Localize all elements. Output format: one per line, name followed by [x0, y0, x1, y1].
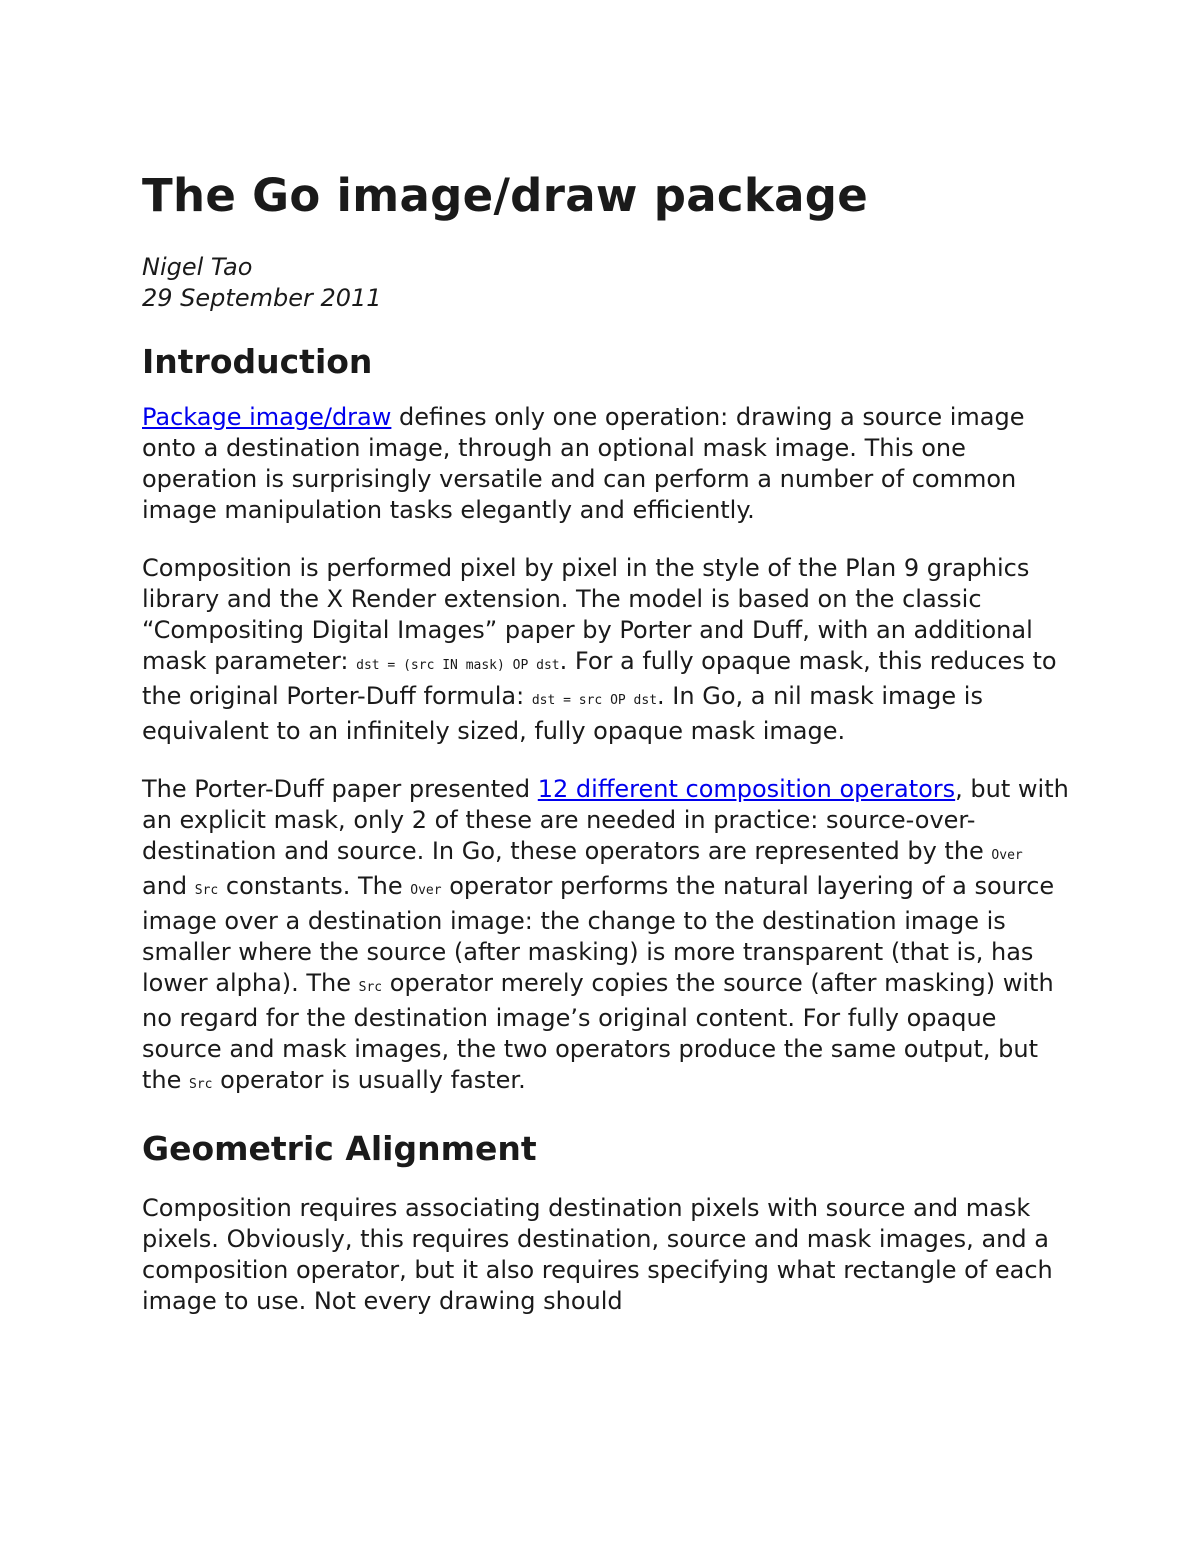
- intro-p3-text-c: and: [142, 872, 195, 900]
- intro-p3-text-e: operator performs the natural layering of a source image over a destination image: the change to the destination image is smaller where the source (after masking) is more transparent (that is, has lower alpha). The: [142, 872, 1055, 997]
- publish-date: 29 September 2011: [142, 284, 382, 312]
- intro-p3-text-b: , but with an explicit mask, only 2 of these are needed in practice: source-over-destination and source. In Go, these operators are represented by the: [142, 775, 1069, 865]
- src-operator-code: Src: [358, 980, 383, 995]
- section-heading-geometric-alignment: Geometric Alignment: [142, 1129, 537, 1168]
- intro-p3-text-f: operator merely copies the source (after masking) with no regard for the destination image’s original content. For fully opaque source and mask images, the two operators produce the same output, but the: [142, 969, 1054, 1094]
- intro-paragraph-3: [142, 774, 1072, 1100]
- package-image-draw-link[interactable]: Package image/draw: [142, 403, 392, 431]
- over-operator-code: Over: [410, 883, 442, 898]
- formula-code-masked: dst = (src IN mask) OP dst: [356, 658, 560, 673]
- intro-p2-text-b: . For a fully opaque mask, this reduces to the original Porter-Duff formula:: [142, 647, 1057, 710]
- composition-operators-link[interactable]: 12 different composition operators: [537, 775, 956, 803]
- over-constant-code: Over: [991, 848, 1023, 863]
- author-name: Nigel Tao: [142, 253, 253, 281]
- document-page: [142, 166, 1072, 1344]
- geometric-paragraph-1: Composition requires associating destination pixels with source and mask pixels. Obviously, this requires destination, source and mask images, and a composition operator, but it also requires specifying what rectangle of each image to use. Not every drawing should: [142, 1194, 1053, 1315]
- intro-p2-text-a: Composition is performed pixel by pixel in the style of the Plan 9 graphics library and the X Render extension. The model is based on the classic “Compositing Digital Images” paper by Porter and Duff, with an additional mask parameter:: [142, 554, 1033, 675]
- intro-p3-text-a: The Porter-Duff paper presented: [142, 775, 538, 803]
- intro-p1-text: defines only one operation: drawing a source image onto a destination image, through an optional mask image. This one operation is surprisingly versatile and can perform a number of common image manipulation tasks elegantly and efficiently.: [142, 403, 1025, 524]
- section-heading-introduction: Introduction: [142, 342, 373, 381]
- intro-paragraph-2: [142, 553, 1072, 747]
- formula-code-porter-duff: dst = src OP dst: [531, 693, 658, 708]
- src-constant-code: Src: [194, 883, 219, 898]
- intro-p3-text-g: operator is usually faster.: [212, 1066, 526, 1094]
- document-title: The Go image/draw package: [142, 169, 869, 222]
- intro-p3-text-d: constants. The: [218, 872, 411, 900]
- intro-p2-text-c: . In Go, a nil mask image is equivalent to an infinitely sized, fully opaque mask image.: [142, 682, 983, 745]
- src-operator-code-faster: Src: [189, 1077, 213, 1092]
- intro-paragraph-1: [142, 402, 1072, 526]
